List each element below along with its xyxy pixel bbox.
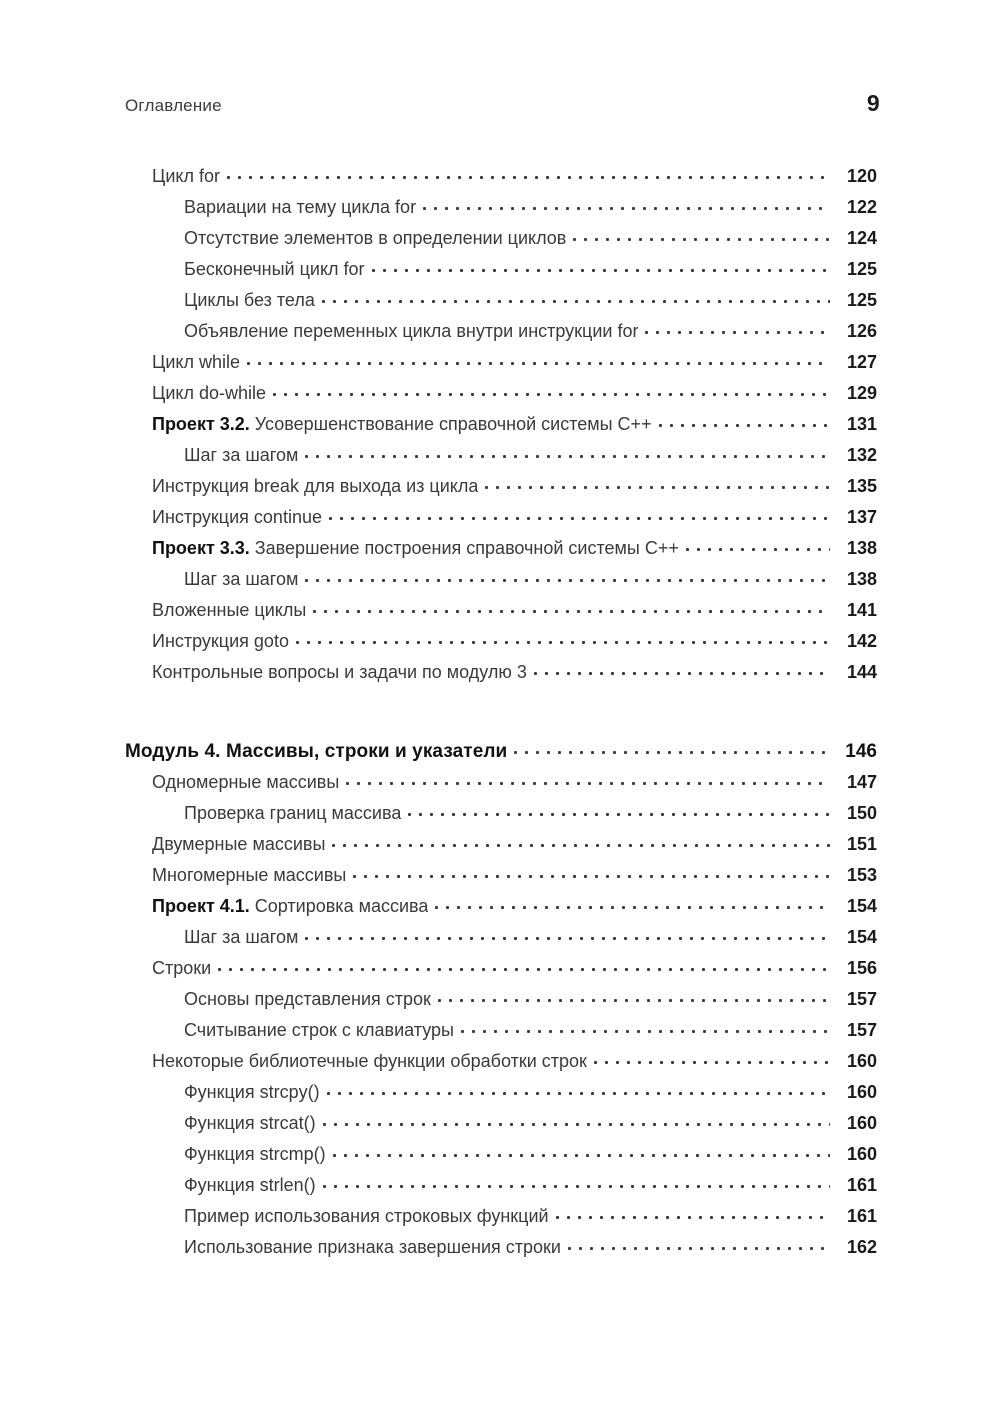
dot-leader: [305, 569, 830, 585]
toc-entry-page-number: 138: [846, 538, 877, 558]
dot-leader: [323, 1113, 830, 1129]
dot-leader: [218, 958, 830, 974]
dot-leader: [568, 1237, 830, 1253]
toc-entry[interactable]: [125, 290, 877, 321]
toc-entry[interactable]: [125, 865, 877, 896]
dot-leader: [327, 1082, 830, 1098]
toc-entry-page-number: 144: [846, 662, 877, 682]
toc-entry[interactable]: [125, 445, 877, 476]
toc-entry-page-number: 150: [846, 803, 877, 823]
toc-entry-label: Инструкция continue: [152, 507, 322, 527]
dot-leader: [435, 896, 830, 912]
toc-entry[interactable]: [125, 958, 877, 989]
toc-entry-page-number: 131: [846, 414, 877, 434]
dot-leader: [659, 414, 830, 430]
toc-entry-page-number: 125: [846, 290, 877, 310]
toc-entry-label: Вложенные циклы: [152, 600, 307, 620]
dot-leader: [423, 197, 830, 213]
toc-entry-label: Отсутствие элементов в определении циклов: [184, 228, 567, 248]
toc-entry[interactable]: [125, 1175, 877, 1206]
toc-module-heading[interactable]: [125, 741, 877, 772]
toc-entry-label: Функция strcpy(): [184, 1082, 320, 1102]
toc-entry-label: Шаг за шагом: [184, 445, 299, 465]
toc-entry[interactable]: [125, 569, 877, 600]
dot-leader: [305, 927, 830, 943]
toc-entry-label: Шаг за шагом: [184, 927, 299, 947]
toc-entry[interactable]: [125, 1144, 877, 1175]
dot-leader: [333, 1144, 830, 1160]
dot-leader: [329, 507, 830, 523]
toc-entry[interactable]: [125, 228, 877, 259]
toc-entry-label: Шаг за шагом: [184, 569, 299, 589]
toc-entry-page-number: 160: [846, 1082, 877, 1102]
dot-leader: [372, 259, 830, 275]
dot-leader: [438, 989, 830, 1005]
toc-entry-page-number: 122: [846, 197, 877, 217]
dot-leader: [594, 1051, 830, 1067]
toc-entry-label: Цикл while: [152, 352, 240, 372]
toc-entry-page-number: 161: [846, 1175, 877, 1195]
toc-entry-page-number: 137: [846, 507, 877, 527]
toc-entry-label: Одномерные массивы: [152, 772, 340, 792]
toc-entry-label: Основы представления строк: [184, 989, 431, 1009]
toc-entry-prefix: Проект 3.3.: [152, 538, 250, 558]
dot-leader: [313, 600, 830, 616]
dot-leader: [323, 1175, 830, 1191]
toc-entry-label: Считывание строк с клавиатуры: [184, 1020, 454, 1040]
dot-leader: [296, 631, 830, 647]
toc-entry-page-number: 146: [845, 741, 877, 762]
dot-leader: [686, 538, 830, 554]
dot-leader: [485, 476, 830, 492]
dot-leader: [556, 1206, 830, 1222]
toc-entry-label: Функция strcmp(): [184, 1144, 326, 1164]
dot-leader: [273, 383, 830, 399]
toc-entry-page-number: 125: [846, 259, 877, 279]
toc-entry[interactable]: [125, 259, 877, 290]
toc-entry[interactable]: [125, 1051, 877, 1082]
toc-entry-prefix: Проект 3.2.: [152, 414, 250, 434]
toc-entry-page-number: 160: [846, 1144, 877, 1164]
toc-entry[interactable]: [125, 197, 877, 228]
toc-entry[interactable]: [125, 538, 877, 569]
toc-entry[interactable]: [125, 1113, 877, 1144]
toc-entry[interactable]: [125, 476, 877, 507]
toc-entry-page-number: 126: [846, 321, 877, 341]
toc-entry-page-number: 141: [846, 600, 877, 620]
toc-entry-page-number: 157: [846, 989, 877, 1009]
toc-entry[interactable]: [125, 896, 877, 927]
page-folio-number: 9: [866, 90, 880, 116]
toc-entry-page-number: 120: [846, 166, 877, 186]
toc-entry-label: Вариации на тему цикла for: [184, 197, 417, 217]
dot-leader: [534, 662, 830, 678]
toc-entry[interactable]: [125, 772, 877, 803]
dot-leader: [461, 1020, 830, 1036]
dot-leader: [305, 445, 830, 461]
dot-leader: [332, 834, 830, 850]
toc-entry-page-number: 154: [846, 927, 877, 947]
running-head-title: Оглавление: [125, 96, 222, 115]
dot-leader: [408, 803, 830, 819]
toc-entry[interactable]: [125, 989, 877, 1020]
toc-entry-label: Проект 4.1. Сортировка массива: [152, 896, 429, 916]
toc-entry[interactable]: [125, 321, 877, 352]
toc-entry-page-number: 142: [846, 631, 877, 651]
toc-entry-label: Объявление переменных цикла внутри инструкции for: [184, 321, 639, 341]
toc-entry-page-number: 135: [846, 476, 877, 496]
toc-entry[interactable]: [125, 414, 877, 445]
toc-entry[interactable]: [125, 1082, 877, 1113]
toc-entry-page-number: 154: [846, 896, 877, 916]
toc-entry-page-number: 138: [846, 569, 877, 589]
toc-entry-page-number: 147: [846, 772, 877, 792]
toc-entry[interactable]: [125, 631, 877, 662]
toc-entry-page-number: 161: [846, 1206, 877, 1226]
toc-entry-label: Бесконечный цикл for: [184, 259, 365, 279]
toc-entry-page-number: 156: [846, 958, 877, 978]
toc-entry-label: Проект 3.2. Усовершенствование справочной системы C++: [152, 414, 652, 434]
toc-entry-label: Некоторые библиотечные функции обработки строк: [152, 1051, 587, 1071]
toc-entry-label: Функция strlen(): [184, 1175, 316, 1195]
toc-entry-page-number: 160: [846, 1051, 877, 1071]
toc-entry-label: Проект 3.3. Завершение построения справочной системы C++: [152, 538, 679, 558]
toc-entry-page-number: 153: [846, 865, 877, 885]
toc-entry-label: Функция strcat(): [184, 1113, 316, 1133]
toc-entry-label: Использование признака завершения строки: [184, 1237, 561, 1257]
toc-entry-page-number: 160: [846, 1113, 877, 1133]
dot-leader: [514, 741, 830, 757]
toc-entry-label: Проверка границ массива: [184, 803, 402, 823]
table-of-contents: [125, 166, 877, 1268]
toc-entry-page-number: 124: [846, 228, 877, 248]
running-head: [125, 90, 880, 122]
dot-leader: [227, 166, 830, 182]
dot-leader: [247, 352, 830, 368]
toc-entry-page-number: 129: [846, 383, 877, 403]
toc-entry[interactable]: [125, 1206, 877, 1237]
toc-entry-label: Многомерные массивы: [152, 865, 347, 885]
toc-entry[interactable]: [125, 507, 877, 538]
dot-leader: [573, 228, 830, 244]
toc-entry-label: Пример использования строковых функций: [184, 1206, 549, 1226]
toc-entry-page-number: 162: [846, 1237, 877, 1257]
toc-entry[interactable]: [125, 834, 877, 865]
toc-entry-label: Контрольные вопросы и задачи по модулю 3: [152, 662, 527, 682]
toc-entry-label: Инструкция break для выхода из цикла: [152, 476, 479, 496]
toc-entry[interactable]: [125, 166, 877, 197]
toc-entry[interactable]: [125, 1237, 877, 1268]
dot-leader: [346, 772, 830, 788]
toc-entry-page-number: 127: [846, 352, 877, 372]
dot-leader: [322, 290, 830, 306]
toc-entry-label: Цикл do-while: [152, 383, 266, 403]
toc-entry-page-number: 151: [846, 834, 877, 854]
dot-leader: [353, 865, 830, 881]
toc-entry-prefix: Проект 4.1.: [152, 896, 250, 916]
toc-entry-label: Циклы без тела: [184, 290, 315, 310]
toc-entry-label: Строки: [152, 958, 212, 978]
toc-entry-label: Модуль 4. Массивы, строки и указатели: [125, 741, 508, 762]
toc-entry[interactable]: [125, 662, 877, 693]
toc-entry[interactable]: [125, 927, 877, 958]
toc-entry[interactable]: [125, 803, 877, 834]
toc-entry[interactable]: [125, 1020, 877, 1051]
toc-entry[interactable]: [125, 352, 877, 383]
dot-leader: [645, 321, 830, 337]
toc-entry-label: Инструкция goto: [152, 631, 289, 651]
toc-entry-page-number: 157: [846, 1020, 877, 1040]
toc-entry[interactable]: [125, 383, 877, 414]
toc-entry-label: Двумерные массивы: [152, 834, 326, 854]
toc-entry[interactable]: [125, 600, 877, 631]
toc-entry-label: Цикл for: [152, 166, 220, 186]
toc-entry-page-number: 132: [846, 445, 877, 465]
